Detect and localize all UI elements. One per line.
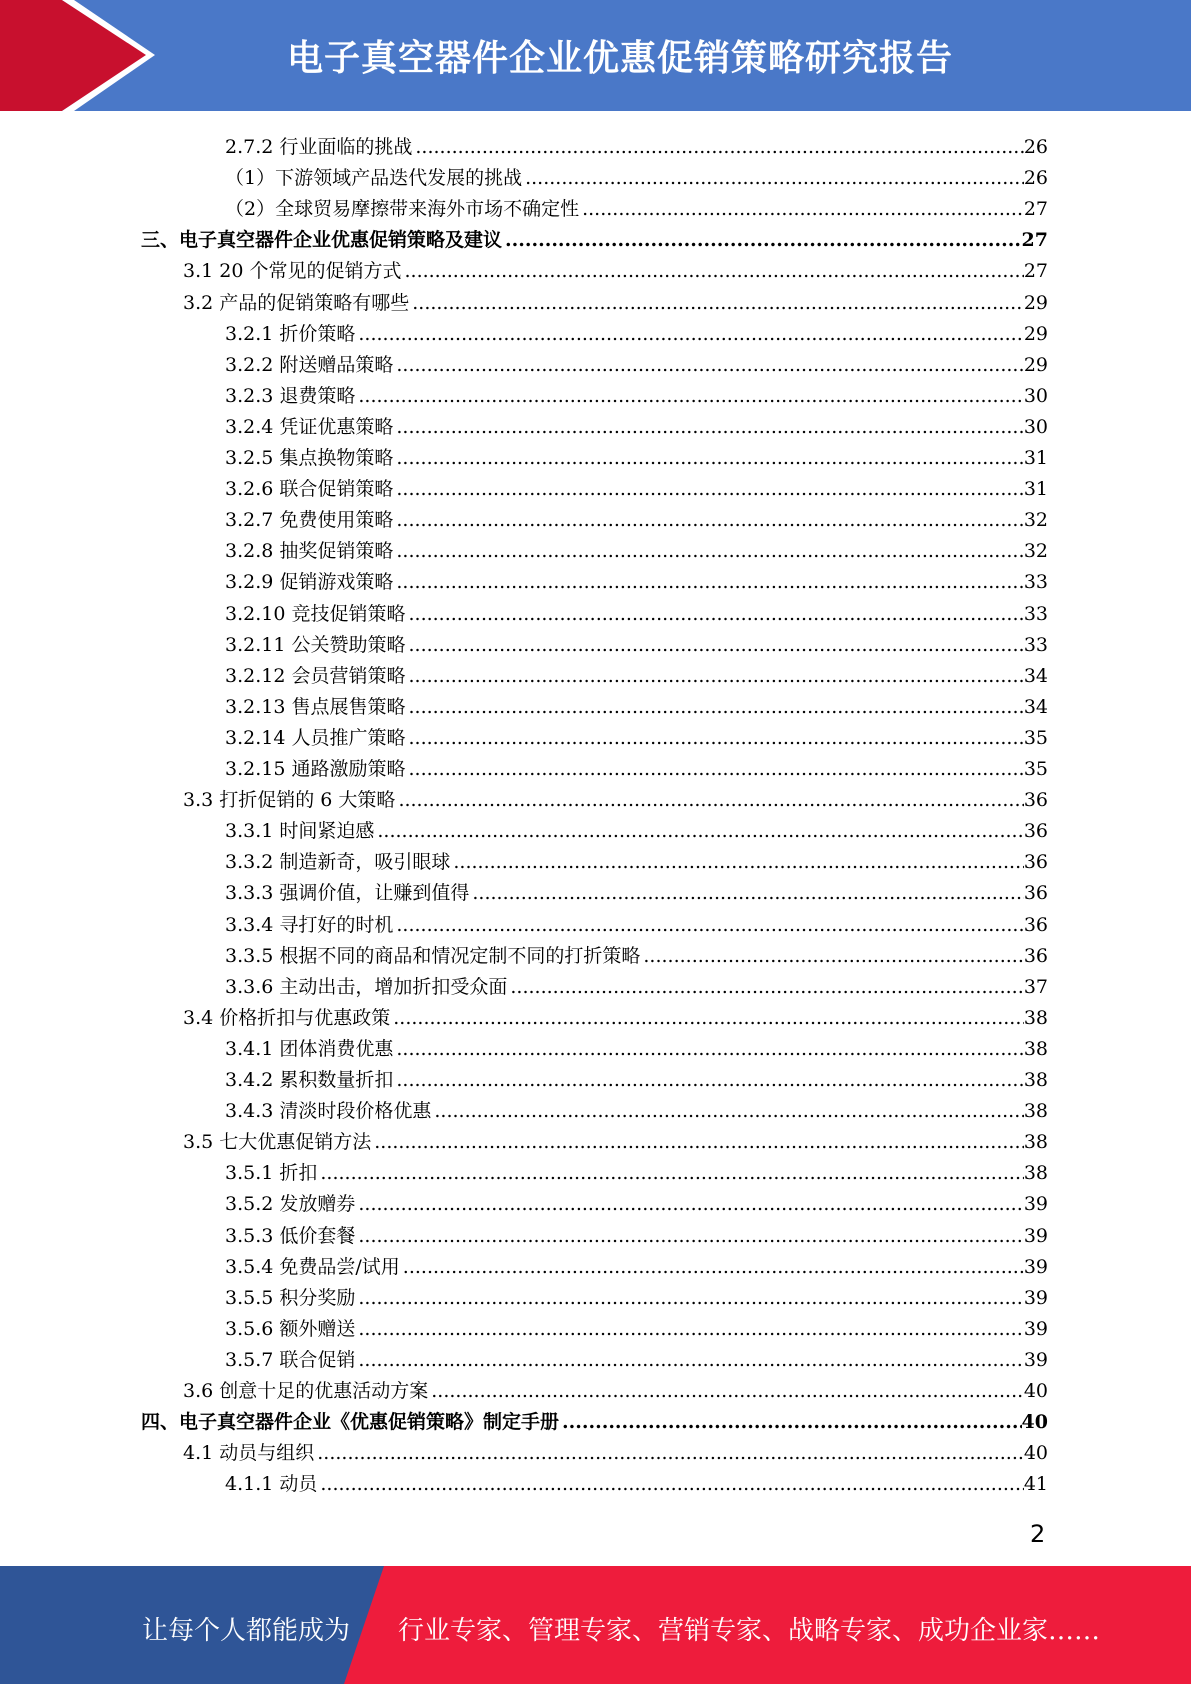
toc-entry-label: 3.2.12 会员营销策略 bbox=[225, 664, 406, 687]
toc-leader-dots bbox=[505, 228, 1022, 252]
toc-entry[interactable] bbox=[225, 968, 1048, 999]
toc-leader-dots bbox=[396, 570, 1023, 594]
toc-entry[interactable] bbox=[225, 377, 1048, 408]
toc-entry-page: 40 bbox=[1023, 1442, 1048, 1465]
toc-entry-page: 26 bbox=[1023, 167, 1048, 190]
header-arrow-decoration bbox=[0, 0, 160, 111]
page-header bbox=[0, 0, 1191, 111]
toc-entry-page: 31 bbox=[1023, 447, 1048, 469]
toc-entry[interactable] bbox=[225, 937, 1048, 968]
toc-entry-page: 36 bbox=[1023, 944, 1048, 967]
toc-leader-dots bbox=[358, 1192, 1023, 1216]
toc-entry-page: 36 bbox=[1023, 913, 1048, 936]
toc-entry-label: 2.7.2 行业面临的挑战 bbox=[225, 136, 413, 158]
toc-entry-label: 3.2.8 抽奖促销策略 bbox=[225, 540, 394, 563]
toc-leader-dots bbox=[396, 913, 1023, 937]
toc-entry[interactable] bbox=[225, 470, 1048, 501]
toc-entry[interactable] bbox=[225, 626, 1048, 657]
toc-leader-dots bbox=[415, 135, 1023, 159]
toc-entry-page: 36 bbox=[1023, 882, 1048, 905]
toc-entry-label: 3.4.3 清淡时段价格优惠 bbox=[225, 1100, 432, 1123]
toc-leader-dots bbox=[396, 446, 1023, 470]
toc-leader-dots bbox=[396, 539, 1023, 563]
toc-entry[interactable] bbox=[225, 408, 1048, 439]
toc-leader-dots bbox=[510, 975, 1023, 999]
toc-entry[interactable] bbox=[225, 906, 1048, 937]
toc-entry[interactable] bbox=[225, 346, 1048, 377]
toc-leader-dots bbox=[358, 1348, 1023, 1372]
page-footer bbox=[0, 1566, 1191, 1684]
toc-entry[interactable] bbox=[225, 501, 1048, 532]
toc-entry-page: 35 bbox=[1023, 758, 1048, 780]
toc-entry[interactable] bbox=[225, 1185, 1048, 1216]
toc-entry-page: 36 bbox=[1023, 851, 1048, 874]
toc-entry[interactable] bbox=[141, 221, 1048, 252]
toc-leader-dots bbox=[396, 353, 1023, 377]
toc-entry-label: 3.2.10 竞技促销策略 bbox=[225, 602, 406, 625]
toc-entry-label: 3.5.3 低价套餐 bbox=[225, 1224, 356, 1247]
toc-entry[interactable] bbox=[225, 843, 1048, 874]
toc-entry-label: （2）全球贸易摩擦带来海外市场不确定性 bbox=[225, 198, 580, 221]
toc-leader-dots bbox=[408, 726, 1023, 750]
toc-entry-label: 3.4 价格折扣与优惠政策 bbox=[183, 1006, 391, 1029]
toc-entry-label: 3.5.6 额外赠送 bbox=[225, 1317, 356, 1340]
toc-entry[interactable] bbox=[225, 874, 1048, 905]
toc-entry-label: 3.3.2 制造新奇，吸引眼球 bbox=[225, 851, 451, 874]
toc-entry-page: 27 bbox=[1021, 229, 1048, 252]
toc-leader-dots bbox=[408, 602, 1023, 626]
toc-entry-label: 3.4.2 累积数量折扣 bbox=[225, 1069, 394, 1091]
toc-leader-dots bbox=[396, 508, 1023, 532]
toc-entry-page: 30 bbox=[1023, 415, 1048, 438]
toc-entry-label: 3.5.1 折扣 bbox=[225, 1162, 318, 1185]
toc-entry[interactable] bbox=[183, 781, 1048, 812]
toc-entry-page: 31 bbox=[1023, 478, 1048, 501]
toc-entry[interactable] bbox=[225, 1465, 1048, 1496]
toc-entry-page: 38 bbox=[1023, 1069, 1048, 1091]
toc-entry-page: 29 bbox=[1023, 322, 1048, 345]
toc-leader-dots bbox=[408, 664, 1023, 688]
toc-leader-dots bbox=[434, 1099, 1023, 1123]
toc-entry-page: 36 bbox=[1023, 820, 1048, 843]
toc-entry[interactable] bbox=[225, 1217, 1048, 1248]
toc-entry[interactable] bbox=[225, 1092, 1048, 1123]
toc-entry-label: 3.2 产品的促销策略有哪些 bbox=[183, 291, 410, 314]
toc-entry[interactable] bbox=[225, 1248, 1048, 1279]
toc-leader-dots bbox=[643, 944, 1023, 968]
toc-leader-dots bbox=[396, 415, 1023, 439]
toc-leader-dots bbox=[320, 1161, 1023, 1185]
footer-slogan-right: 行业专家、管理专家、营销专家、战略专家、成功企业家…… bbox=[398, 1616, 1101, 1646]
toc-entry-page: 40 bbox=[1023, 1380, 1048, 1402]
toc-leader-dots bbox=[374, 1130, 1024, 1154]
toc-entry-label: 3.5.2 发放赠券 bbox=[225, 1193, 356, 1216]
toc-entry-page: 39 bbox=[1023, 1193, 1048, 1216]
toc-leader-dots bbox=[317, 1441, 1024, 1465]
toc-entry[interactable] bbox=[225, 750, 1048, 781]
toc-entry-label: 四、电子真空器件企业《优惠促销策略》制定手册 bbox=[141, 1411, 560, 1434]
toc-entry-page: 38 bbox=[1023, 1162, 1048, 1185]
toc-entry-page: 38 bbox=[1023, 1131, 1048, 1154]
toc-entry-page: 33 bbox=[1023, 602, 1048, 625]
toc-leader-dots bbox=[396, 477, 1023, 501]
page-number: 2 bbox=[1030, 1520, 1046, 1548]
toc-entry-label: 3.5.7 联合促销 bbox=[225, 1348, 356, 1371]
toc-leader-dots bbox=[358, 1317, 1023, 1341]
toc-entry-page: 39 bbox=[1023, 1348, 1048, 1371]
toc-entry[interactable] bbox=[225, 159, 1048, 190]
toc-entry[interactable] bbox=[225, 1030, 1048, 1061]
toc-entry[interactable] bbox=[225, 315, 1048, 346]
toc-entry[interactable] bbox=[183, 252, 1048, 283]
toc-entry[interactable] bbox=[225, 1061, 1048, 1092]
toc-entry-label: 3.2.1 折价策略 bbox=[225, 322, 356, 345]
toc-leader-dots bbox=[403, 1255, 1024, 1279]
toc-entry[interactable] bbox=[225, 719, 1048, 750]
toc-entry[interactable] bbox=[225, 1154, 1048, 1185]
toc-entry-page: 39 bbox=[1023, 1317, 1048, 1340]
toc-entry-label: 4.1 动员与组织 bbox=[183, 1442, 315, 1465]
toc-entry-page: 38 bbox=[1023, 1100, 1048, 1123]
toc-entry-page: 33 bbox=[1023, 571, 1048, 594]
toc-leader-dots bbox=[562, 1410, 1022, 1434]
toc-entry-page: 41 bbox=[1023, 1473, 1048, 1496]
toc-entry-page: 30 bbox=[1023, 384, 1048, 407]
toc-entry-page: 35 bbox=[1023, 726, 1048, 749]
toc-entry-label: 3.1 20 个常见的促销方式 bbox=[183, 260, 402, 283]
toc-leader-dots bbox=[525, 166, 1024, 190]
toc-entry-page: 39 bbox=[1023, 1224, 1048, 1247]
toc-entry[interactable] bbox=[225, 812, 1048, 843]
toc-leader-dots bbox=[404, 259, 1023, 283]
report-title: 电子真空器件企业优惠促销策略研究报告 bbox=[286, 38, 953, 79]
toc-entry[interactable] bbox=[225, 688, 1048, 719]
toc-entry-page: 38 bbox=[1023, 1006, 1048, 1029]
toc-leader-dots bbox=[431, 1379, 1024, 1403]
toc-entry[interactable] bbox=[225, 439, 1048, 470]
toc-entry-label: 3.2.11 公关赞助策略 bbox=[225, 633, 406, 656]
toc-entry-label: （1）下游领域产品迭代发展的挑战 bbox=[225, 167, 523, 190]
toc-leader-dots bbox=[398, 788, 1023, 812]
toc-entry-label: 3.3 打折促销的 6 大策略 bbox=[183, 789, 396, 812]
toc-entry[interactable] bbox=[225, 190, 1048, 221]
toc-entry-page: 27 bbox=[1023, 260, 1048, 283]
toc-entry-label: 3.5.4 免费品尝/试用 bbox=[225, 1255, 400, 1278]
toc-entry[interactable] bbox=[225, 1341, 1048, 1372]
toc-leader-dots bbox=[320, 1472, 1023, 1496]
toc-leader-dots bbox=[582, 197, 1024, 221]
toc-entry-label: 3.2.4 凭证优惠策略 bbox=[225, 415, 394, 438]
toc-entry-page: 38 bbox=[1023, 1037, 1048, 1060]
toc-entry-page: 32 bbox=[1023, 540, 1048, 563]
toc-entry-label: 3.6 创意十足的优惠活动方案 bbox=[183, 1380, 429, 1402]
toc-entry[interactable] bbox=[183, 1372, 1048, 1403]
toc-entry-label: 3.3.4 寻打好的时机 bbox=[225, 913, 394, 936]
toc-entry[interactable] bbox=[225, 532, 1048, 563]
toc-entry[interactable] bbox=[225, 128, 1048, 159]
toc-entry-page: 39 bbox=[1023, 1286, 1048, 1309]
toc-leader-dots bbox=[408, 695, 1023, 719]
toc-entry-label: 3.2.3 退费策略 bbox=[225, 384, 356, 407]
toc-leader-dots bbox=[453, 850, 1023, 874]
toc-leader-dots bbox=[358, 1286, 1023, 1310]
toc-entry-page: 36 bbox=[1023, 789, 1048, 812]
toc-entry[interactable] bbox=[225, 1310, 1048, 1341]
toc-leader-dots bbox=[396, 1037, 1023, 1061]
toc-leader-dots bbox=[358, 1224, 1023, 1248]
toc-entry[interactable] bbox=[183, 1434, 1048, 1465]
toc-entry-label: 3.2.14 人员推广策略 bbox=[225, 726, 406, 749]
toc-leader-dots bbox=[377, 819, 1023, 843]
footer-slogan-left: 让每个人都能成为 bbox=[142, 1616, 351, 1646]
toc-entry-label: 3.3.6 主动出击，增加折扣受众面 bbox=[225, 975, 508, 998]
toc-entry-page: 26 bbox=[1023, 136, 1048, 158]
toc-entry-page: 34 bbox=[1023, 695, 1048, 718]
toc-entry[interactable] bbox=[141, 1403, 1048, 1434]
toc-entry-label: 3.4.1 团体消费优惠 bbox=[225, 1037, 394, 1060]
toc-entry-page: 29 bbox=[1023, 353, 1048, 376]
toc-entry[interactable] bbox=[183, 999, 1048, 1030]
toc-entry[interactable] bbox=[225, 563, 1048, 594]
toc-entry[interactable] bbox=[225, 1279, 1048, 1310]
toc-entry-label: 3.2.6 联合促销策略 bbox=[225, 478, 394, 501]
toc-leader-dots bbox=[412, 291, 1024, 315]
toc-entry-page: 32 bbox=[1023, 509, 1048, 532]
toc-leader-dots bbox=[396, 1068, 1023, 1092]
toc-entry-page: 37 bbox=[1023, 975, 1048, 998]
toc-entry-label: 三、电子真空器件企业优惠促销策略及建议 bbox=[141, 229, 503, 252]
toc-entry-label: 3.2.13 售点展售策略 bbox=[225, 695, 406, 718]
toc-entry[interactable] bbox=[183, 1123, 1048, 1154]
toc-entry[interactable] bbox=[225, 595, 1048, 626]
toc-entry[interactable] bbox=[183, 284, 1048, 315]
toc-entry-page: 40 bbox=[1021, 1411, 1048, 1434]
toc-entry-page: 33 bbox=[1023, 633, 1048, 656]
toc-entry-label: 3.3.5 根据不同的商品和情况定制不同的打折策略 bbox=[225, 944, 641, 967]
toc-entry-label: 3.2.7 免费使用策略 bbox=[225, 509, 394, 532]
toc-leader-dots bbox=[358, 322, 1023, 346]
toc-leader-dots bbox=[408, 757, 1023, 781]
toc-leader-dots bbox=[472, 881, 1023, 905]
toc-entry-label: 3.3.1 时间紧迫感 bbox=[225, 820, 375, 843]
toc-entry-label: 3.2.9 促销游戏策略 bbox=[225, 571, 394, 594]
toc-leader-dots bbox=[358, 384, 1023, 408]
toc-leader-dots bbox=[393, 1006, 1024, 1030]
toc-entry-page: 27 bbox=[1023, 198, 1048, 221]
toc-entry-label: 3.2.2 附送赠品策略 bbox=[225, 353, 394, 376]
toc-entry-page: 29 bbox=[1023, 291, 1048, 314]
toc-entry-label: 4.1.1 动员 bbox=[225, 1473, 318, 1496]
toc-entry-label: 3.5.5 积分奖励 bbox=[225, 1286, 356, 1309]
toc-entry-label: 3.3.3 强调价值，让赚到值得 bbox=[225, 882, 470, 905]
toc-leader-dots bbox=[408, 633, 1023, 657]
toc-entry-label: 3.2.5 集点换物策略 bbox=[225, 447, 394, 469]
toc-entry-page: 34 bbox=[1023, 664, 1048, 687]
toc-entry[interactable] bbox=[225, 657, 1048, 688]
toc-entry-page: 39 bbox=[1023, 1255, 1048, 1278]
toc-entry-label: 3.5 七大优惠促销方法 bbox=[183, 1131, 372, 1154]
toc-entry-label: 3.2.15 通路激励策略 bbox=[225, 758, 406, 780]
